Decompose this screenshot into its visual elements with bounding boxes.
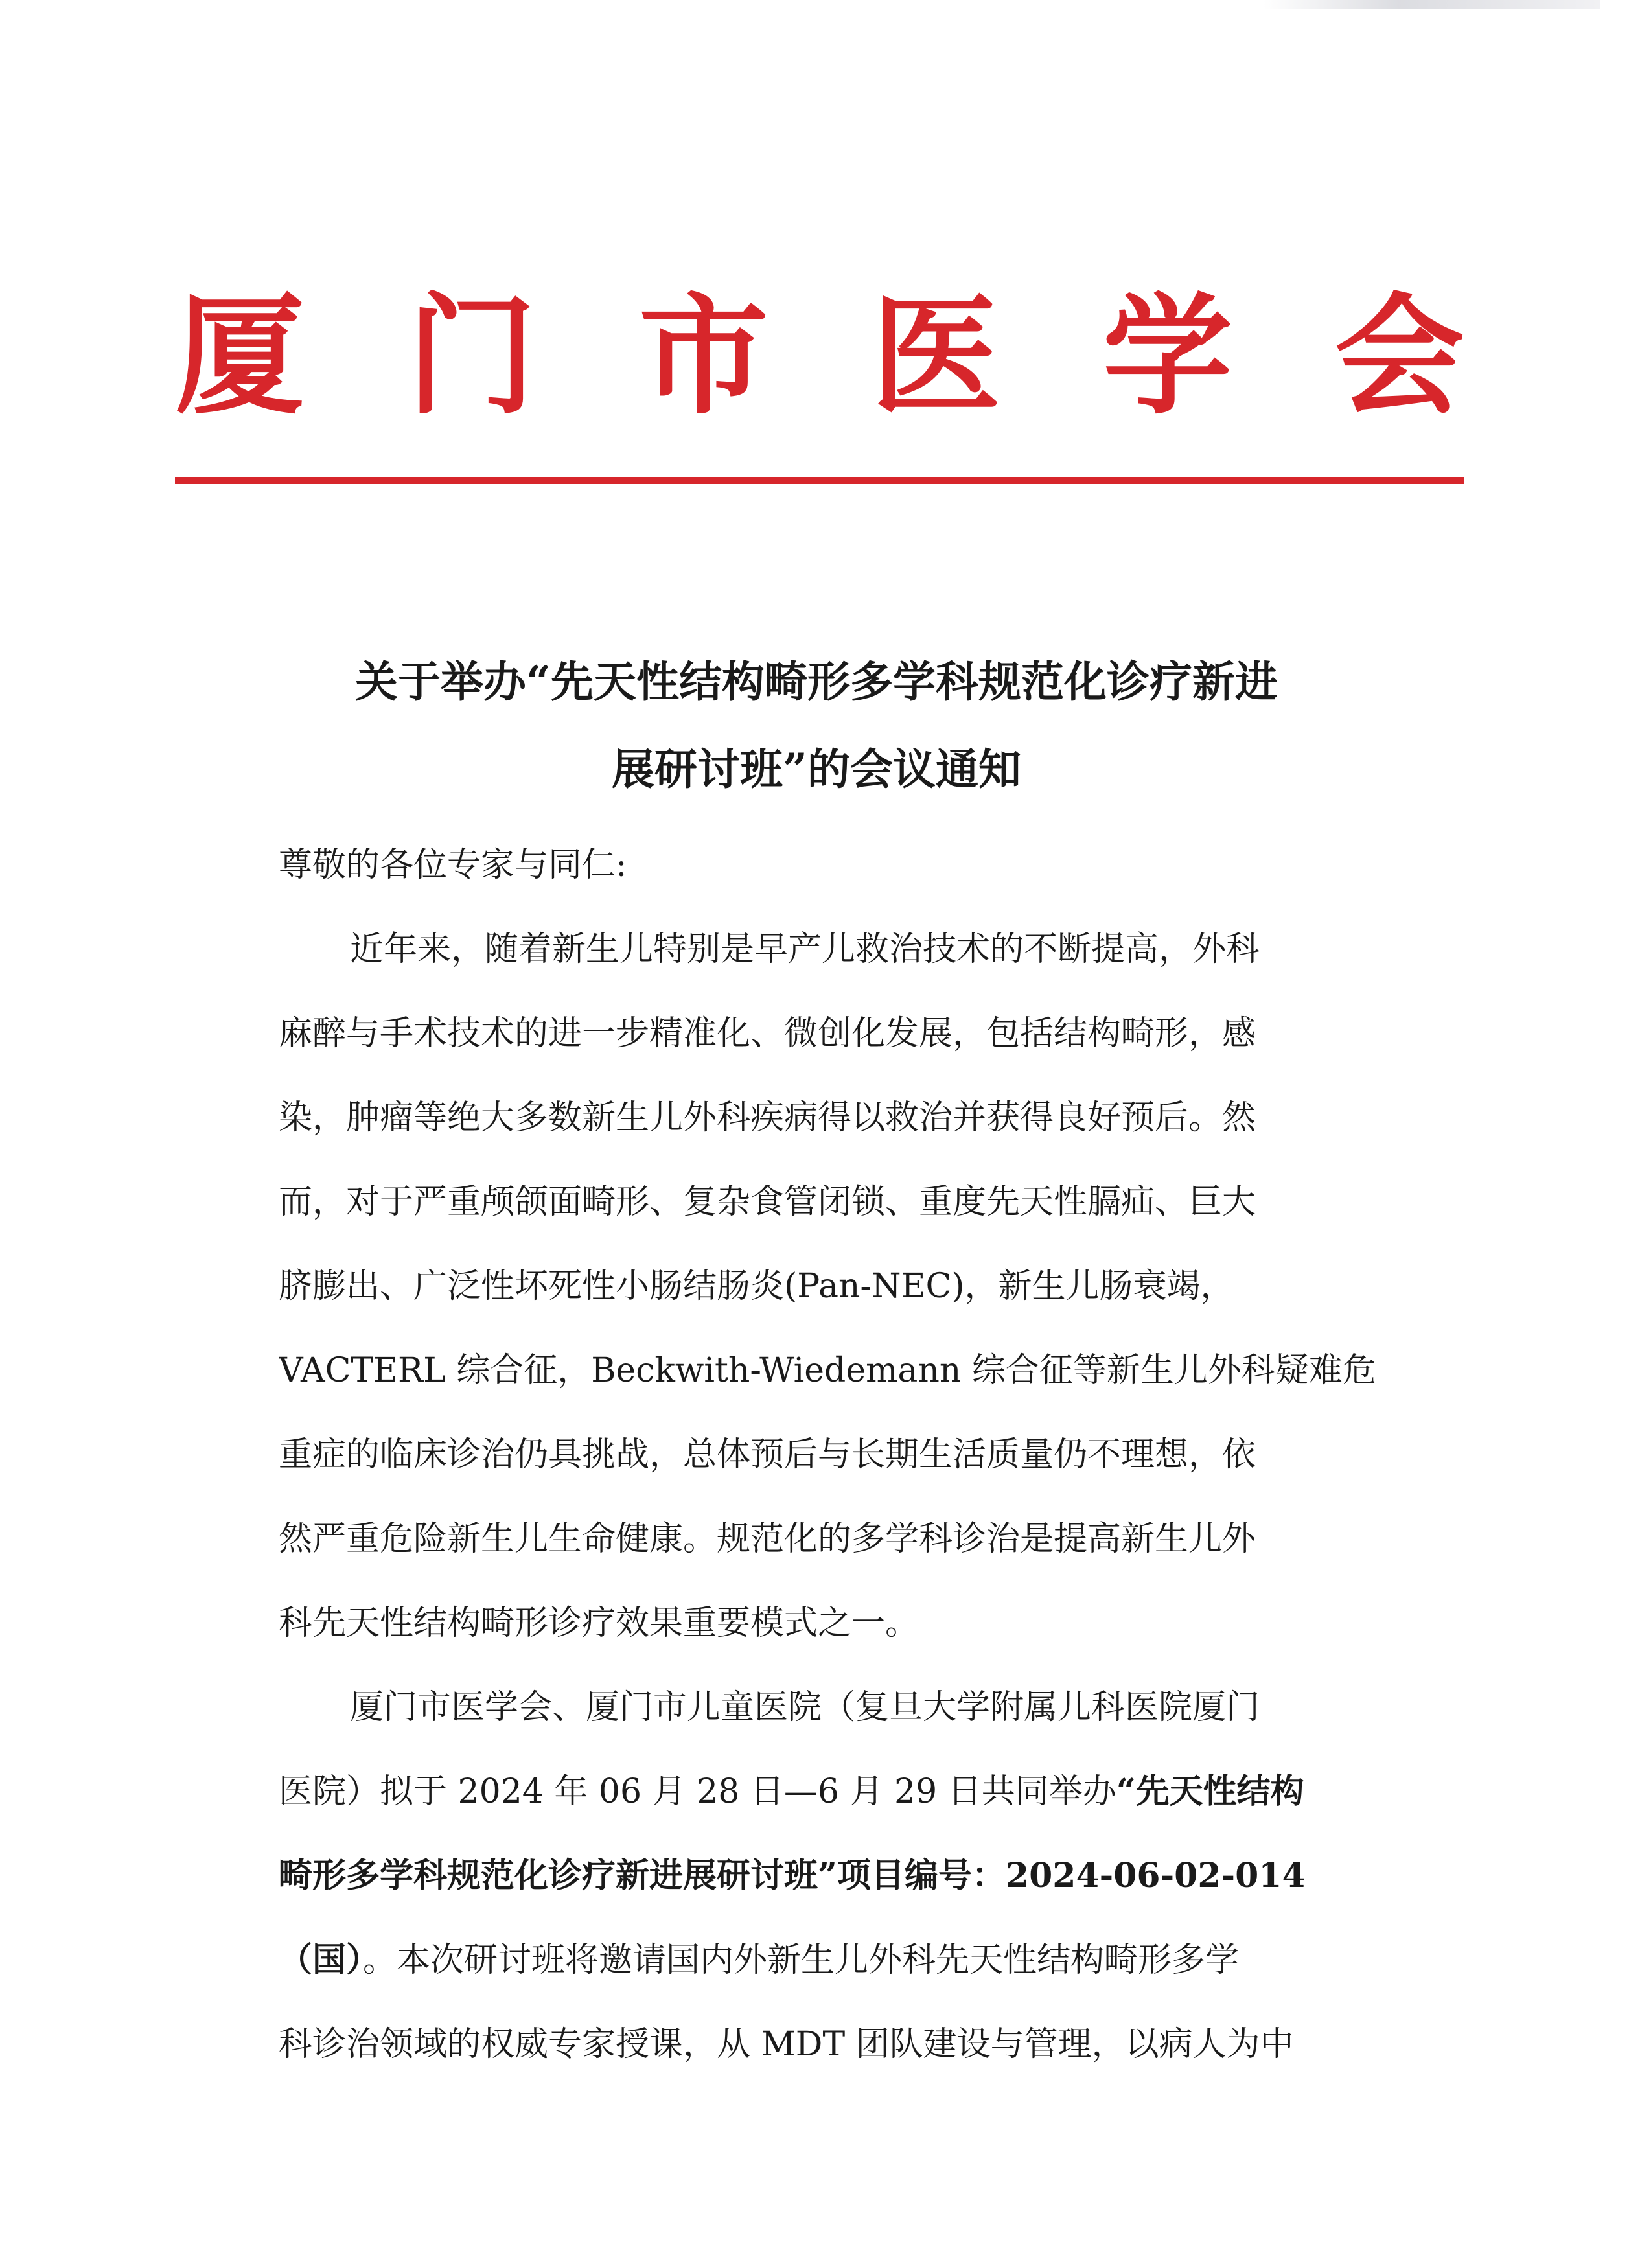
org-name-char-2: 门 — [406, 280, 537, 432]
paragraph-1 — [279, 907, 1380, 1665]
paragraph-1-line: VACTERL 综合征，Beckwith-Wiedemann 综合征等新生儿外科疑难危 — [279, 1351, 1376, 1390]
paragraph-1-line: 脐膨出、广泛性坏死性小肠结肠炎(Pan-NEC)，新生儿肠衰竭， — [279, 1267, 1234, 1306]
paragraph-1-line: 而，对于严重颅颌面畸形、复杂食管闭锁、重度先天性膈疝、巨大 — [279, 1183, 1256, 1221]
salutation — [279, 823, 1380, 907]
org-name-char-3: 市 — [638, 280, 768, 432]
paragraph-1-line: 麻醉与手术技术的进一步精准化、微创化发展，包括结构畸形，感 — [279, 1014, 1256, 1053]
paragraph-2-line — [279, 1918, 1380, 2002]
paragraph-2-line-2-bold: “先天性结构 — [1116, 1772, 1304, 1811]
paragraph-2 — [279, 1665, 1380, 2087]
org-name-char-1: 厦 — [175, 280, 305, 432]
document-title — [272, 638, 1361, 813]
paragraph-2-line — [279, 1750, 1380, 1834]
paragraph-2-line: 科诊治领域的权威专家授课，从 MDT 团队建设与管理，以病人为中 — [279, 2025, 1294, 2064]
paragraph-2-line-3-bold: 畸形多学科规范化诊疗新进展研讨班”项目编号：2024-06-02-014 — [279, 1856, 1306, 1895]
paragraph-1-line: 重症的临床诊治仍具挑战，总体预后与长期生活质量仍不理想，依 — [279, 1435, 1256, 1474]
header-red-rule — [175, 477, 1464, 484]
paragraph-2-line: 厦门市医学会、厦门市儿童医院（复旦大学附属儿科医院厦门 — [350, 1688, 1260, 1727]
org-name-char-4: 医 — [870, 280, 1000, 432]
scan-edge-artifact — [1264, 0, 1600, 9]
paragraph-1-line: 科先天性结构畸形诊疗效果重要模式之一。 — [279, 1604, 919, 1643]
paragraph-2-line-4-normal: 。本次研讨班将邀请国内外新生儿外科先天性结构畸形多学 — [363, 1941, 1240, 1980]
org-name-char-6: 会 — [1334, 280, 1464, 432]
document-title-line-2: 展研讨班”的会议通知 — [612, 744, 1021, 794]
paragraph-2-line-4-bold: （国） — [279, 1940, 364, 1980]
paragraph-1-line: 染，肿瘤等绝大多数新生儿外科疾病得以救治并获得良好预后。然 — [279, 1098, 1256, 1137]
paragraph-1-line: 然严重危险新生儿生命健康。规范化的多学科诊治是提高新生儿外 — [279, 1520, 1256, 1558]
org-name-char-5: 学 — [1102, 280, 1232, 432]
org-letterhead — [175, 280, 1464, 432]
document-title-line-1: 关于举办“先天性结构畸形多学科规范化诊疗新进 — [355, 656, 1278, 707]
paragraph-1-line: 近年来，随着新生儿特别是早产儿救治技术的不断提高，外科 — [350, 930, 1260, 969]
paragraph-2-line-2-normal: 医院）拟于 2024 年 06 月 28 日—6 月 29 日共同举办 — [279, 1772, 1116, 1811]
salutation-text: 尊敬的各位专家与同仁: — [279, 846, 627, 885]
